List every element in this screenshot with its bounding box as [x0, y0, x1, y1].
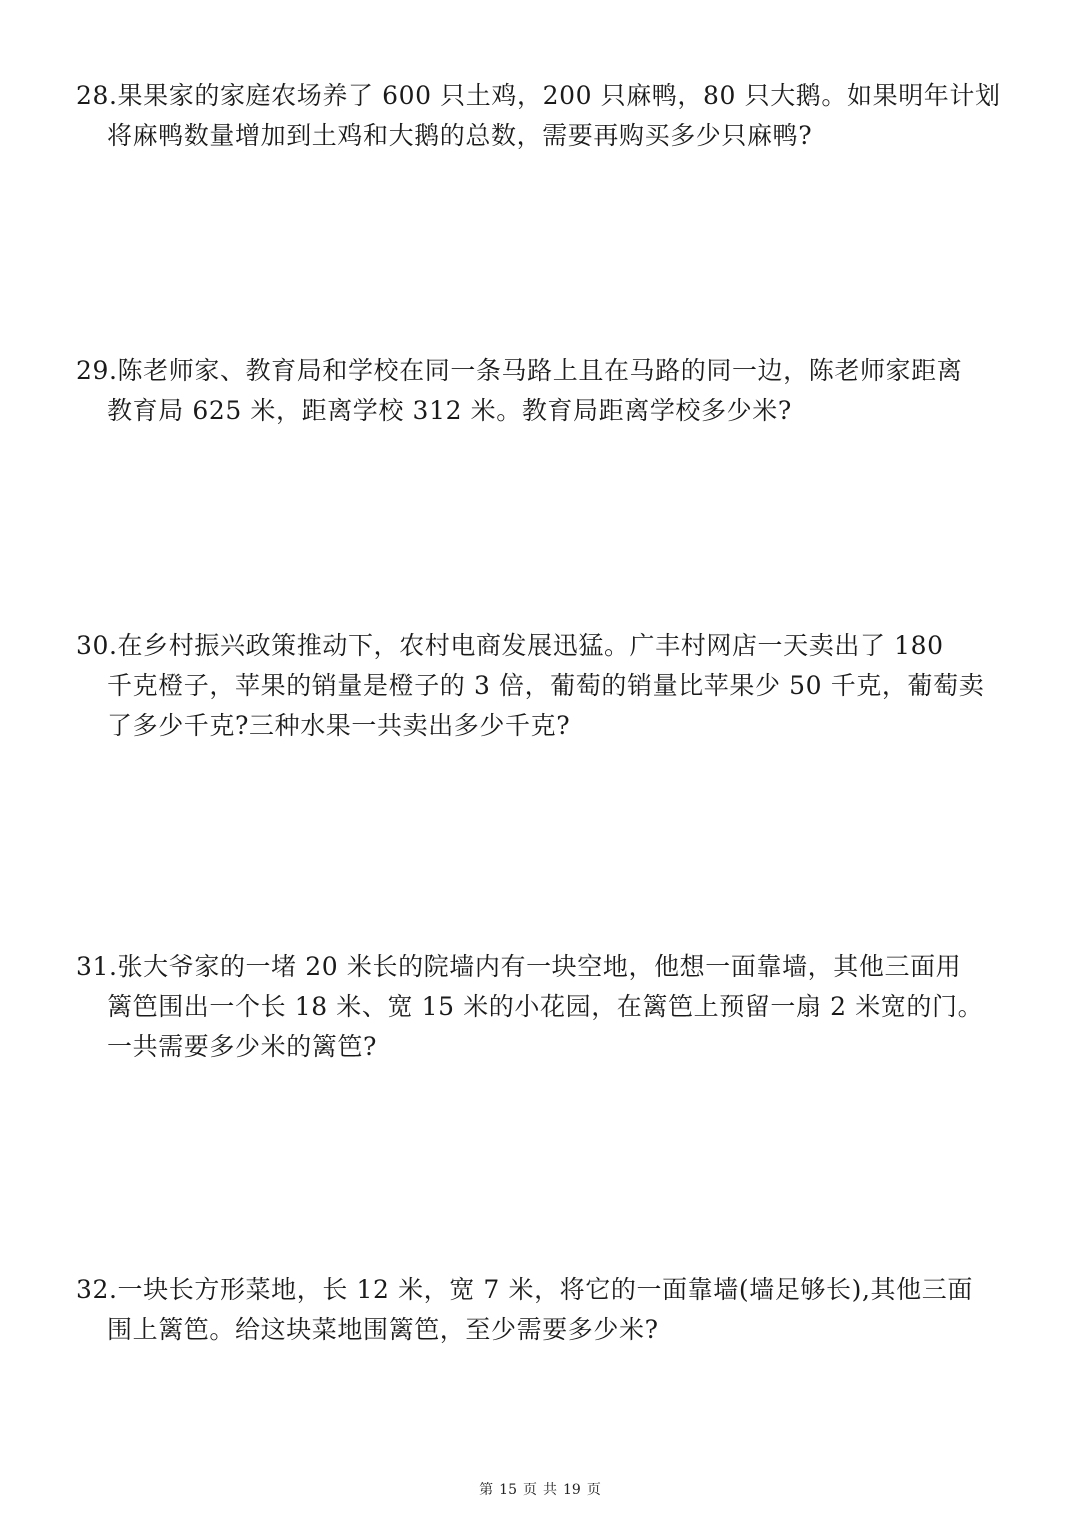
question-30-line-1: 30.在乡村振兴政策推动下，农村电商发展迅猛。广丰村网店一天卖出了 180: [76, 631, 944, 660]
footer-ye-end: 页: [586, 1482, 601, 1498]
question-29: [76, 351, 1011, 431]
footer-total-pages: 19: [563, 1482, 581, 1498]
question-32: [76, 1270, 1011, 1350]
question-28-line-2: 将麻鸭数量增加到土鸡和大鹅的总数，需要再购买多少只麻鸭?: [107, 121, 813, 150]
footer-gong: 共: [543, 1482, 557, 1498]
question-29-line-1: 29.陈老师家、教育局和学校在同一条马路上且在马路的同一边，陈老师家距离: [76, 356, 963, 385]
question-32-line-2: 围上篱笆。给这块菜地围篱笆，至少需要多少米?: [107, 1315, 659, 1344]
footer-ye: 页: [523, 1482, 537, 1498]
question-28-line-1: 28.果果家的家庭农场养了 600 只土鸡，200 只麻鸭，80 只大鹅。如果明年计划: [76, 81, 1001, 110]
question-30-line-2: 千克橙子，苹果的销量是橙子的 3 倍，葡萄的销量比苹果少 50 千克，葡萄卖: [107, 671, 985, 700]
question-30-line-3: 了多少千克?三种水果一共卖出多少千克?: [107, 711, 571, 740]
question-30: [76, 626, 1011, 746]
question-29-line-2: 教育局 625 米，距离学校 312 米。教育局距离学校多少米?: [107, 396, 792, 425]
question-28: [76, 76, 1011, 156]
question-31: [76, 947, 1011, 1067]
page-footer: [0, 1480, 1080, 1500]
footer-current-page: 15: [499, 1482, 517, 1498]
footer-di: 第: [479, 1482, 494, 1498]
question-32-line-1: 32.一块长方形菜地，长 12 米，宽 7 米，将它的一面靠墙(墙足够长),其他三面: [76, 1275, 973, 1304]
question-31-line-3: 一共需要多少米的篱笆?: [107, 1032, 378, 1061]
question-31-line-1: 31.张大爷家的一堵 20 米长的院墙内有一块空地，他想一面靠墙，其他三面用: [76, 952, 962, 981]
question-31-line-2: 篱笆围出一个长 18 米、宽 15 米的小花园，在篱笆上预留一扇 2 米宽的门。: [107, 992, 984, 1021]
